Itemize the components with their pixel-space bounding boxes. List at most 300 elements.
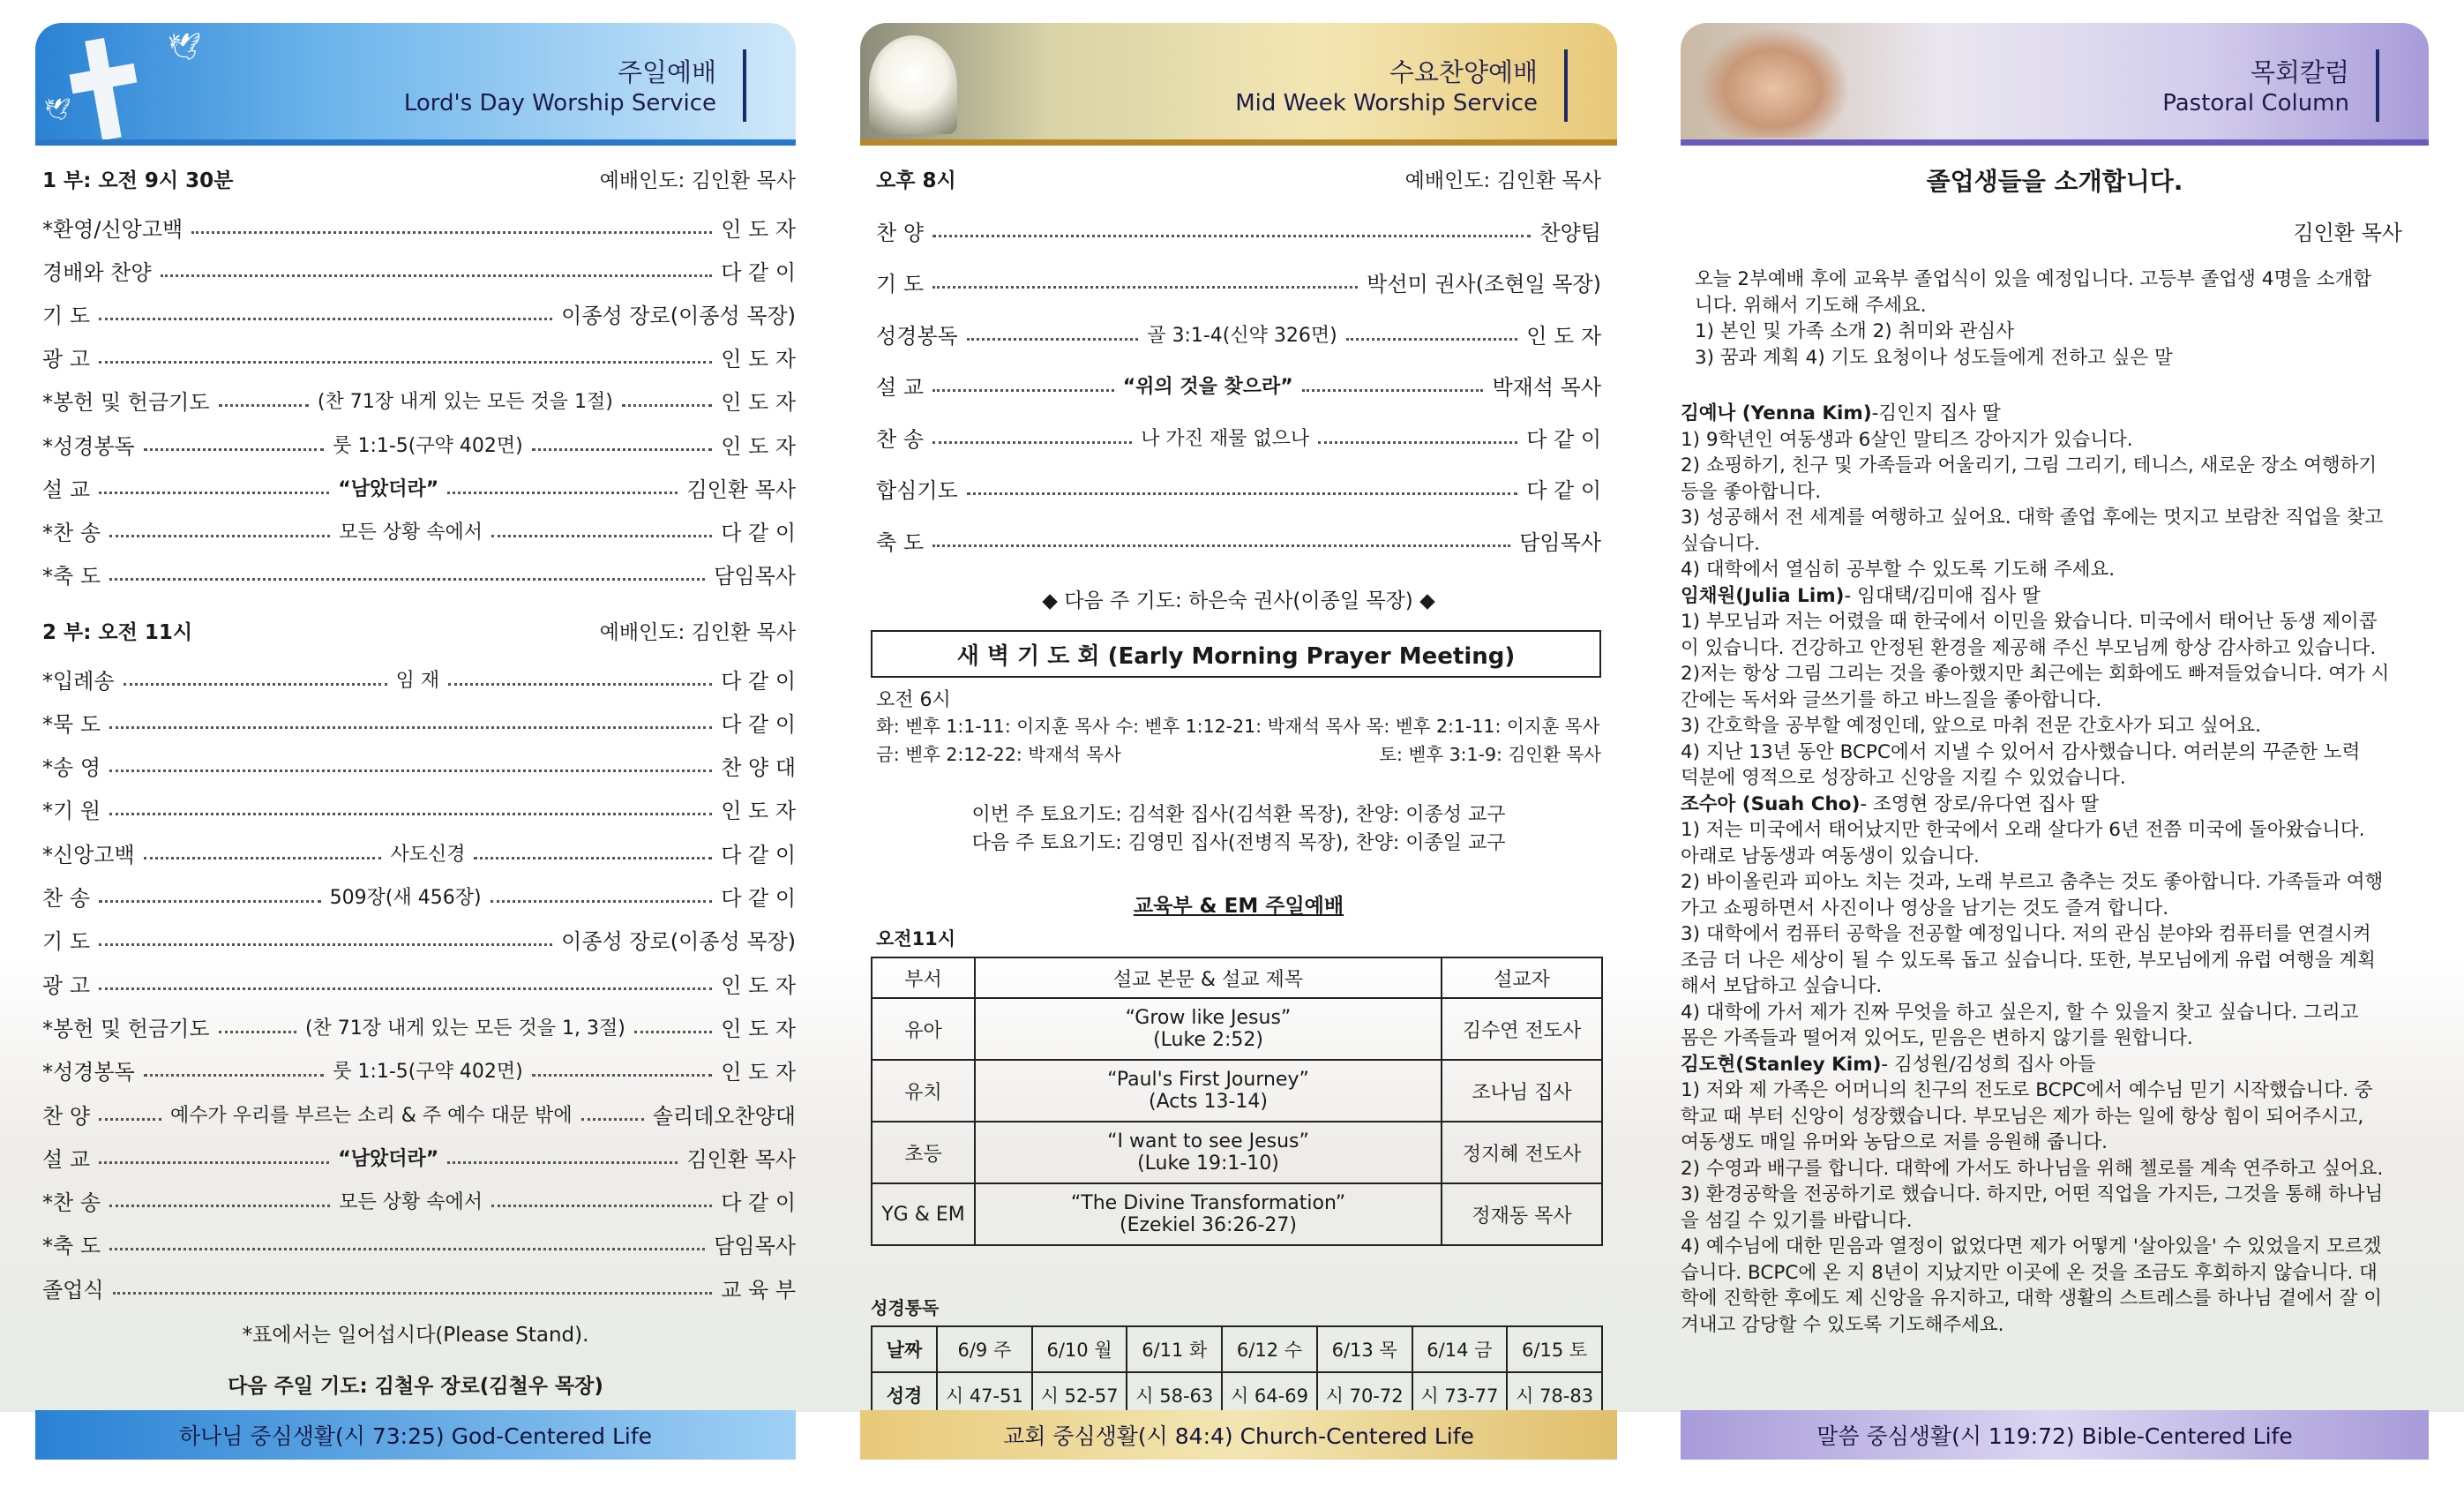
reading-cell: 6/9 주 [937, 1326, 1032, 1372]
body-text: 1) 저는 미국에서 태어났지만 한국에서 오래 살다가 6년 전쯤 미국에 돌아왔습니다. [1681, 819, 2365, 841]
leader-dots [144, 1063, 324, 1077]
leader-dots [161, 264, 713, 277]
leader-dots [99, 1151, 329, 1164]
order-label: 설 교 [42, 477, 90, 502]
body-line [1681, 609, 2429, 635]
order-label: *성경봉독 [42, 433, 135, 459]
leader-dots [109, 1237, 705, 1250]
reading-cell: 6/13 목 [1317, 1326, 1412, 1372]
body-line [1681, 869, 2429, 896]
leader-dots [447, 481, 678, 494]
order-row [876, 525, 1601, 555]
order-detail: 모든 상황 속에서 [339, 521, 483, 544]
reading-cell: 6/10 월 [1032, 1326, 1127, 1372]
leader-dots [932, 379, 1114, 392]
edu-sermon-text: (Ezekiel 36:26-27) [1120, 1214, 1297, 1236]
order-detail: (찬 71장 내게 있는 모든 것을 1절) [317, 391, 613, 414]
edu-dept: YG & EM [872, 1183, 975, 1245]
edu-preacher: 조나님 집사 [1442, 1060, 1602, 1122]
order-responsible: 다 같 이 [1526, 478, 1601, 503]
sunday-header [35, 23, 796, 139]
body-line [1681, 1312, 2429, 1339]
body-line [1681, 635, 2429, 662]
this-saturday-prayer: 이번 주 토요기도: 김석환 집사(김석환 목장), 찬양: 이종성 교구 [971, 804, 1506, 826]
body-text: 해서 보답하고 싶습니다. [1681, 975, 1883, 997]
leader-dots [109, 716, 712, 729]
leader-dots [932, 224, 1531, 237]
order-responsible: 다 같 이 [721, 259, 796, 285]
pastoral-column-panel [1681, 23, 2429, 1460]
order-label: *기 원 [42, 799, 101, 824]
edu-sermon-title: “The Divine Transformation” [1070, 1192, 1346, 1214]
leader-dots [109, 802, 712, 815]
header-underline [860, 139, 1617, 146]
service2-time: 2 부: 오전 11시 [42, 621, 193, 644]
dawn-saturday: 토: 벧후 3:1-9: 김인환 목사 [1379, 744, 1601, 765]
edu-sermon-text: (Luke 2:52) [1153, 1029, 1263, 1051]
body-text: 습니다. BCPC에 온 지 8년이 지났지만 이곳에 온 것을 조금도 후회하지 않습니다. 대 [1681, 1261, 2378, 1284]
graduate-name: 조수아 (Suah Cho) [1681, 792, 1861, 815]
order-responsible: 김인환 목사 [686, 477, 796, 502]
body-text: 1) 부모님과 저는 어렸을 때 한국에서 이민을 왔습니다. 미국에서 태어난 동생 제이콥 [1681, 611, 2378, 633]
leader-dots [532, 1063, 712, 1077]
body-text: 덕분에 영적으로 성장하고 신앙을 지킬 수 있었습니다. [1681, 767, 2126, 789]
leader-dots [967, 327, 1138, 341]
pastoral-footer: 말씀 중심생활(시 119:72) Bible-Centered Life [1681, 1410, 2429, 1460]
edu-sermon [975, 1060, 1442, 1122]
order-row [42, 968, 796, 998]
edu-sermon-text: (Luke 19:1-10) [1137, 1152, 1279, 1175]
dove-icon-small: 🕊 [44, 97, 71, 122]
order-responsible: 다 같 이 [721, 842, 797, 867]
body-line [1681, 661, 2429, 687]
body-text: -김인지 집사 딸 [1871, 402, 2001, 424]
dawn-prayer-title: 새 벽 기 도 회 (Early Morning Prayer Meeting) [871, 630, 1601, 678]
order-detail: (찬 71장 내게 있는 모든 것을 1, 3절) [304, 1017, 625, 1040]
graduate-name: 김예나 (Yenna Kim) [1681, 402, 1872, 424]
header-accent-bar [743, 49, 746, 122]
pastoral-header [1681, 23, 2429, 139]
leader-dots [1346, 327, 1517, 341]
order-row [42, 212, 796, 242]
body-text: 2) 수영과 배구를 합니다. 대학에 가서도 하나님을 위해 첼로를 계속 연주하고 싶어요. [1681, 1157, 2384, 1180]
order-label: *축 도 [42, 1234, 101, 1259]
order-label: 성경봉독 [876, 323, 958, 349]
order-row [876, 319, 1601, 349]
column-title: 졸업생들을 소개합니다. [1926, 167, 2183, 196]
leader-dots [219, 1020, 296, 1033]
order-detail: “남았더라” [338, 477, 439, 500]
leader-dots [144, 846, 382, 860]
order-detail: 임 재 [395, 669, 440, 692]
body-text: 겨내고 감당할 수 있도록 기도해주세요. [1681, 1313, 2004, 1336]
leader-dots [932, 534, 1510, 547]
order-responsible: 박선미 권사(조현일 목장) [1367, 272, 1601, 297]
edu-dept: 초등 [872, 1122, 975, 1183]
intro-line: 니다. 위해서 기도해 주세요. [1695, 294, 1927, 317]
order-row [42, 882, 796, 912]
body-line [1681, 1156, 2429, 1182]
body-text: - 임대택/김미애 집사 딸 [1844, 584, 2041, 607]
leader-dots [99, 977, 712, 990]
reading-cell: 시 64-69 [1222, 1372, 1317, 1418]
order-row [42, 386, 796, 416]
leader-dots [99, 307, 552, 320]
reading-days-row [872, 1326, 1602, 1372]
edu-dept: 유아 [872, 998, 975, 1060]
order-label: *환영/신앙고백 [42, 216, 183, 242]
sunday-footer: 하나님 중심생활(시 73:25) God-Centered Life [35, 1410, 796, 1460]
order-label: *찬 송 [42, 520, 101, 545]
service2-leader: 예배인도: 김인환 목사 [599, 621, 796, 644]
body-text: - 조영현 장로/유다연 집사 딸 [1860, 792, 2100, 815]
body-text: 4) 예수님에 대한 믿음과 열정이 없었다면 제가 어떻게 '살아있을' 수 있었을지 모르겠 [1681, 1235, 2382, 1258]
body-text: 여동생도 매일 유머와 농담으로 저를 응원해 줍니다. [1681, 1131, 2108, 1153]
leader-dots [447, 1151, 678, 1164]
order-label: 설 교 [876, 375, 924, 400]
body-line [1681, 479, 2429, 506]
dawn-time: 오전 6시 [876, 689, 951, 711]
body-text: 싶습니다. [1681, 532, 1760, 555]
order-label: *신앙고백 [42, 842, 135, 867]
leader-dots [532, 438, 712, 451]
leader-dots [634, 1020, 712, 1033]
leader-dots [99, 933, 552, 946]
order-label: 기 도 [42, 303, 90, 328]
body-line [1681, 531, 2429, 558]
order-row [42, 1142, 796, 1172]
order-label: 경배와 찬양 [42, 259, 152, 285]
order-row [42, 751, 796, 781]
leader-dots [474, 846, 712, 860]
order-label: 찬 양 [876, 220, 924, 245]
body-line [1681, 817, 2429, 844]
order-detail: 룻 1:1-5(구약 402면) [333, 1061, 523, 1084]
service1-time: 1 부: 오전 9시 30분 [42, 169, 234, 192]
order-responsible: 인 도 자 [721, 1060, 796, 1085]
order-responsible: 담임목사 [1519, 529, 1601, 555]
hands-icon [1698, 28, 1848, 138]
body-text: 1) 9학년인 여동생과 6살인 말티즈 강아지가 있습니다. [1681, 428, 2133, 451]
order-responsible: 다 같 이 [721, 886, 796, 911]
order-label: 설 교 [42, 1146, 90, 1172]
order-row [42, 707, 796, 737]
order-row [42, 1055, 796, 1085]
leader-dots [144, 438, 324, 451]
body-text: 조금 더 나은 세상이 될 수 있도록 돕고 싶습니다. 또한, 부모님에게 유럽 여행을 계획 [1681, 949, 2376, 972]
body-line [1681, 1260, 2429, 1287]
order-row [42, 342, 796, 372]
midweek-leader: 예배인도: 김인환 목사 [1404, 169, 1601, 192]
leader-dots [491, 1194, 712, 1207]
leader-dots [1302, 379, 1484, 392]
leader-dots [99, 481, 329, 494]
leader-dots [491, 890, 713, 903]
edu-time: 오전11시 [876, 928, 956, 950]
edu-dept: 유치 [872, 1060, 975, 1122]
body-line [1681, 453, 2429, 479]
body-line [1681, 1208, 2429, 1235]
dawn-friday: 금: 벧후 2:12-22: 박재석 목사 [876, 744, 1121, 765]
edu-table-header [872, 957, 1602, 998]
body-line [1681, 1234, 2429, 1260]
leader-dots [109, 567, 705, 581]
reading-cell: 6/11 화 [1127, 1326, 1222, 1372]
order-label: *입례송 [42, 668, 115, 694]
leader-dots [113, 1281, 713, 1295]
order-responsible: 인 도 자 [721, 216, 796, 242]
order-label: *성경봉독 [42, 1060, 135, 1085]
midweek-header [860, 23, 1617, 139]
order-responsible: 인 도 자 [721, 972, 796, 998]
sunday-worship-panel [35, 23, 796, 1460]
reading-cell: 날짜 [872, 1326, 937, 1372]
body-text: 3) 간호학을 공부할 예정인데, 앞으로 마취 전문 간호사가 되고 싶어요. [1681, 715, 2262, 737]
order-row [42, 1229, 796, 1259]
pastoral-subtitle: Pastoral Column [2162, 90, 2349, 116]
order-label: *축 도 [42, 564, 101, 589]
order-row [876, 267, 1601, 297]
order-responsible: 인 도 자 [721, 390, 796, 416]
edu-sermon-text: (Acts 13-14) [1149, 1091, 1268, 1113]
midweek-subtitle: Mid Week Worship Service [1235, 90, 1538, 116]
body-line [1681, 739, 2429, 766]
body-line [1681, 1104, 2429, 1130]
body-line [1681, 948, 2429, 974]
midweek-heading [876, 164, 1601, 193]
reading-cell: 6/14 금 [1412, 1326, 1508, 1372]
body-text: 3) 환경공학을 전공하기로 했습니다. 하지만, 어떤 직업을 가지든, 그것을 통해 하나님 [1681, 1183, 2384, 1205]
reading-cell: 6/12 수 [1222, 1326, 1317, 1372]
leader-dots [109, 524, 330, 537]
sunday-title: 주일예배 [617, 57, 716, 87]
order-responsible: 이종성 장로(이종성 목장) [561, 929, 796, 955]
sunday-subtitle: Lord's Day Worship Service [403, 90, 716, 116]
edu-preacher: 정지혜 전도사 [1442, 1122, 1602, 1183]
leader-dots [932, 431, 1132, 444]
reading-cell: 성경 [872, 1372, 937, 1418]
body-line [1681, 583, 2429, 610]
body-line [1681, 921, 2429, 948]
leader-dots [109, 759, 712, 772]
column-author: 김인환 목사 [2293, 221, 2402, 245]
body-text: 3) 대학에서 컴퓨터 공학을 전공할 예정입니다. 저의 관심 분야와 컴퓨터를 연결시켜 [1681, 923, 2371, 945]
order-row [42, 837, 796, 867]
edu-sermon [975, 1122, 1442, 1183]
order-detail: 사도신경 [390, 843, 466, 866]
leader-dots [99, 1107, 161, 1121]
order-responsible: 이종성 장로(이종성 목장) [561, 303, 796, 328]
body-line [1681, 401, 2429, 427]
graduate-name: 김도현(Stanley Kim) [1681, 1053, 1882, 1076]
order-row [42, 429, 796, 459]
next-sunday-prayer: 다음 주일 기도: 김철우 장로(김철우 목장) [228, 1375, 603, 1398]
reading-cell: 시 73-77 [1412, 1372, 1508, 1418]
order-detail: 룻 1:1-5(구약 402면) [333, 434, 523, 457]
order-row [876, 422, 1601, 452]
body-text: 몸은 가족들과 떨어져 있어도, 믿음은 변하지 않기를 원합니다. [1681, 1027, 2193, 1049]
edu-row [872, 1183, 1602, 1245]
edu-title: 교육부 & EM 주일예배 [1133, 895, 1344, 918]
edu-row [872, 998, 1602, 1060]
intro-line: 3) 꿈과 계획 4) 기도 요청이나 성도들에게 전하고 싶은 말 [1695, 346, 2173, 369]
midweek-title: 수요찬양예배 [1389, 57, 1538, 87]
order-responsible: 담임목사 [714, 564, 796, 589]
order-label: 찬 양 [42, 1103, 90, 1129]
leader-dots [491, 524, 712, 537]
order-detail: 골 3:1-4(신약 326면) [1147, 324, 1337, 347]
order-responsible: 다 같 이 [1526, 426, 1601, 452]
reading-table [871, 1325, 1603, 1419]
order-responsible: 다 같 이 [721, 520, 797, 545]
body-line [1681, 973, 2429, 1000]
body-text: - 김성원/김성희 집사 아들 [1881, 1053, 2096, 1076]
order-detail: 예수가 우리를 부르는 소리 & 주 예수 대문 밖에 [170, 1104, 573, 1127]
order-row [42, 515, 796, 545]
reading-title: 성경통독 [871, 1297, 940, 1318]
order-label: 찬 송 [876, 426, 924, 452]
body-line [1681, 687, 2429, 714]
body-text: 1) 저와 제 가족은 어머니의 친구의 전도로 BCPC에서 예수님 믿기 시작했습니다. 중 [1681, 1079, 2373, 1101]
midweek-footer: 교회 중심생활(시 84:4) Church-Centered Life [860, 1410, 1617, 1460]
dawn-schedule-line1: 화: 벧후 1:1-11: 이지훈 목사 수: 벧후 1:12-21: 박재석 목사 목: 벧후 2:1-11: 이지훈 목사 [876, 716, 1600, 737]
order-responsible: 찬 양 대 [721, 755, 796, 781]
midweek-panel [860, 23, 1617, 1460]
reading-cell: 시 47-51 [937, 1372, 1032, 1418]
order-detail: “위의 것을 찾으라” [1122, 376, 1293, 398]
order-row [42, 1273, 796, 1303]
reading-cell: 시 78-83 [1507, 1372, 1602, 1418]
order-responsible: 인 도 자 [1526, 323, 1601, 349]
next-saturday-prayer: 다음 주 토요기도: 김영민 집사(전병직 목장), 찬양: 이종일 교구 [971, 832, 1506, 854]
header-accent-bar [2376, 49, 2379, 122]
edu-preacher: 김수연 전도사 [1442, 998, 1602, 1060]
body-text: 3) 성공해서 전 세계를 여행하고 싶어요. 대학 졸업 후에는 멋지고 보람찬 직업을 찾고 [1681, 507, 2384, 529]
order-detail: 나 가진 재물 없으나 [1141, 427, 1310, 450]
stand-note: *표에서는 일어섭시다(Please Stand). [242, 1324, 589, 1347]
order-label: *봉헌 및 헌금기도 [42, 390, 210, 416]
pastoral-title: 목회칼럼 [2250, 57, 2349, 87]
lily-icon [869, 35, 957, 134]
order-row [42, 664, 796, 694]
order-label: 기 도 [876, 272, 924, 297]
body-text: 2) 바이올린과 피아노 치는 것과, 노래 부르고 춤추는 것도 좋아합니다. 가족들과 여행 [1681, 871, 2384, 893]
order-row [42, 298, 796, 328]
order-row [42, 794, 796, 824]
intro-line: 오늘 2부예배 후에 교육부 졸업식이 있을 예정입니다. 고등부 졸업생 4명을 소개합 [1695, 268, 2372, 290]
body-line [1681, 1077, 2429, 1104]
body-line [1681, 1025, 2429, 1052]
leader-dots [99, 350, 712, 364]
order-row [876, 215, 1601, 245]
body-line [1681, 1182, 2429, 1208]
body-text: 간에는 독서와 글쓰기를 하고 바느질을 좋아합니다. [1681, 688, 2102, 711]
order-label: 광 고 [42, 972, 90, 998]
order-label: 졸업식 [42, 1277, 104, 1303]
order-row [42, 925, 796, 955]
order-label: *묵 도 [42, 711, 101, 737]
service1-heading [42, 164, 796, 193]
edu-sermon-title: “Grow like Jesus” [1125, 1007, 1292, 1029]
body-line [1681, 1000, 2429, 1026]
leader-dots [932, 275, 1358, 289]
midweek-time: 오후 8시 [876, 169, 956, 192]
order-responsible: 인 도 자 [721, 433, 796, 459]
order-detail: 모든 상황 속에서 [339, 1191, 483, 1214]
service2-heading [42, 616, 796, 645]
order-row [42, 559, 796, 589]
leader-dots [99, 890, 321, 903]
reading-cell: 시 58-63 [1127, 1372, 1222, 1418]
body-text: 2)저는 항상 그림 그리는 것을 좋아했지만 최근에는 회화에도 빠져들었습니다. 여가 시 [1681, 663, 2390, 685]
leader-dots [622, 394, 712, 407]
leader-dots [1318, 431, 1517, 444]
order-label: *송 영 [42, 755, 101, 781]
edu-sermon-title: “I want to see Jesus” [1107, 1130, 1309, 1152]
body-text: 학교 때 부터 신앙이 성장했습니다. 부모님은 제가 하는 일에 항상 힘이 되어주시고, [1681, 1105, 2364, 1128]
dawn-schedule-line2 [876, 739, 1601, 766]
order-row [876, 371, 1601, 401]
body-line [1681, 1052, 2429, 1078]
edu-row [872, 1060, 1602, 1122]
order-responsible: 인 도 자 [721, 1016, 797, 1041]
body-line [1681, 1130, 2429, 1156]
body-text: 학에 진학한 후에도 제 신앙을 유지하고, 대학 생활의 스트레스를 하나님 곁에서 잘 이 [1681, 1288, 2382, 1310]
order-label: *봉헌 및 헌금기도 [42, 1016, 210, 1041]
body-text: 4) 지난 13년 동안 BCPC에서 지낼 수 있어서 감사했습니다. 여러분의 꾸준한 노력 [1681, 740, 2361, 763]
service1-leader: 예배인도: 김인환 목사 [599, 169, 796, 192]
body-text: 4) 대학에 가서 제가 진짜 무엇을 하고 싶은지, 할 수 있을지 찾고 싶습니다. 그리고 [1681, 1001, 2359, 1024]
leader-dots [191, 221, 712, 234]
order-label: 찬 송 [42, 886, 90, 911]
edu-row [872, 1122, 1602, 1183]
order-responsible: 인 도 자 [721, 347, 796, 372]
edu-sermon [975, 1183, 1442, 1245]
edu-col-sermon: 설교 본문 & 설교 제목 [975, 957, 1442, 998]
order-label: 기 도 [42, 929, 90, 955]
edu-preacher: 정재동 목사 [1442, 1183, 1602, 1245]
body-text: 등을 좋아합니다. [1681, 480, 1822, 503]
order-label: 축 도 [876, 529, 924, 555]
body-line [1681, 765, 2429, 792]
order-detail: 509장(새 456장) [329, 887, 482, 909]
order-responsible: 다 같 이 [721, 668, 796, 694]
order-responsible: 다 같 이 [721, 1190, 797, 1216]
edu-col-dept: 부서 [872, 957, 975, 998]
header-underline [35, 139, 796, 146]
order-row [42, 255, 796, 285]
body-line [1681, 1286, 2429, 1312]
body-text: 가고 쇼핑하면서 사진이나 영상을 남기는 것도 즐겨 합니다. [1681, 897, 2169, 920]
body-text: 이 있습니다. 건강하고 안정된 환경을 제공해 주신 부모님께 항상 감사하고 있습니다. [1681, 636, 2377, 659]
order-row [42, 1186, 796, 1216]
header-underline [1681, 139, 2429, 146]
order-responsible: 다 같 이 [721, 711, 796, 737]
order-responsible: 찬양팀 [1539, 220, 1601, 245]
column-body [1681, 401, 2429, 1338]
order-detail: “남았더라” [338, 1147, 439, 1170]
next-week-prayer: ◆ 다음 주 기도: 하은숙 권사(이종일 목장) ◆ [1042, 589, 1435, 612]
leader-dots [124, 672, 387, 686]
order-row [42, 472, 796, 502]
order-row [876, 474, 1601, 504]
body-text: 4) 대학에서 열심히 공부할 수 있도록 기도해 주세요. [1681, 559, 2116, 581]
body-line [1681, 844, 2429, 870]
body-line [1681, 792, 2429, 818]
edu-col-preacher: 설교자 [1442, 957, 1602, 998]
reading-cell: 시 70-72 [1317, 1372, 1412, 1418]
body-line [1681, 896, 2429, 922]
